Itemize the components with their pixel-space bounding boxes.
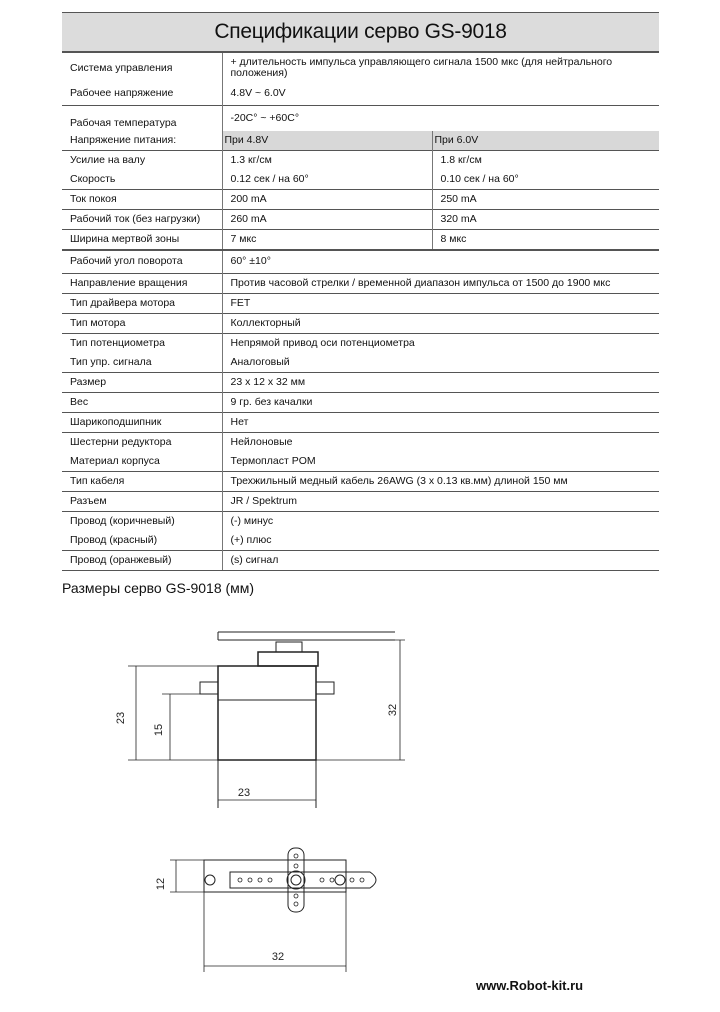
spec-sheet bbox=[62, 12, 659, 571]
table-row: Разъем JR / Spektrum bbox=[62, 491, 659, 511]
table-row: Направление вращения Против часовой стрелки / временной диапазон импульса от 1500 до 1900 мкс bbox=[62, 273, 659, 293]
table-row: Тип потенциометра Непрямой привод оси потенциометра bbox=[62, 333, 659, 353]
table-row: Провод (оранжевый) (s) сигнал bbox=[62, 550, 659, 570]
table-row: Провод (коричневый) (-) минус bbox=[62, 511, 659, 531]
dim-23-width: 23 bbox=[237, 787, 251, 799]
table-row: Рабочий угол поворота 60° ±10° bbox=[62, 250, 659, 273]
table-row: Рабочее напряжение 4.8V ~ 6.0V bbox=[62, 83, 659, 105]
dim-15: 15 bbox=[153, 723, 165, 737]
table-row: Тип драйвера мотора FET bbox=[62, 293, 659, 313]
table-row: Рабочий ток (без нагрузки) 260 mA 320 mA bbox=[62, 210, 659, 230]
site-url: www.Robot-kit.ru bbox=[476, 978, 584, 993]
table-row: Тип упр. сигнала Аналоговый bbox=[62, 353, 659, 373]
table-row: Напряжение питания: При 4.8V При 6.0V bbox=[62, 131, 659, 151]
top-dimension-lines bbox=[170, 860, 346, 972]
servo-top-view bbox=[204, 848, 376, 912]
dim-12: 12 bbox=[155, 877, 167, 891]
dimensions-heading: Размеры серво GS-9018 (мм) bbox=[62, 580, 255, 596]
dim-23-height: 23 bbox=[115, 711, 127, 725]
table-row: Ток покоя 200 mA 250 mA bbox=[62, 190, 659, 210]
dim-32-height: 32 bbox=[387, 703, 399, 717]
table-row: Усилие на валу 1.3 кг/см 1.8 кг/см bbox=[62, 151, 659, 171]
table-row: Шестерни редуктора Нейлоновые bbox=[62, 432, 659, 452]
spec-table bbox=[62, 52, 659, 571]
table-row: Провод (красный) (+) плюс bbox=[62, 531, 659, 551]
table-row: Система управления + длительность импульса управляющего сигнала 1500 мкс (для нейтрального положения) bbox=[62, 53, 659, 84]
table-row: Размер 23 x 12 x 32 мм bbox=[62, 372, 659, 392]
table-row: Тип мотора Коллекторный bbox=[62, 313, 659, 333]
table-row: Шарикоподшипник Нет bbox=[62, 412, 659, 432]
table-row: Материал корпуса Термопласт POM bbox=[62, 452, 659, 472]
dimension-lines bbox=[128, 640, 405, 800]
dim-32-width: 32 bbox=[271, 951, 285, 963]
table-row: Тип кабеля Трехжильный медный кабель 26AWG (3 x 0.13 кв.мм) длиной 150 мм bbox=[62, 471, 659, 491]
table-row: Рабочая температура -20C° ~ +60C° bbox=[62, 105, 659, 131]
table-row: Скорость 0.12 сек / на 60° 0.10 сек / на 60° bbox=[62, 170, 659, 190]
page-title: Спецификации серво GS-9018 bbox=[62, 12, 659, 52]
dimension-drawing bbox=[100, 610, 420, 975]
table-row: Ширина мертвой зоны 7 мкс 8 мкс bbox=[62, 230, 659, 251]
servo-side-view bbox=[200, 632, 395, 808]
table-row: Вес 9 гр. без качалки bbox=[62, 392, 659, 412]
